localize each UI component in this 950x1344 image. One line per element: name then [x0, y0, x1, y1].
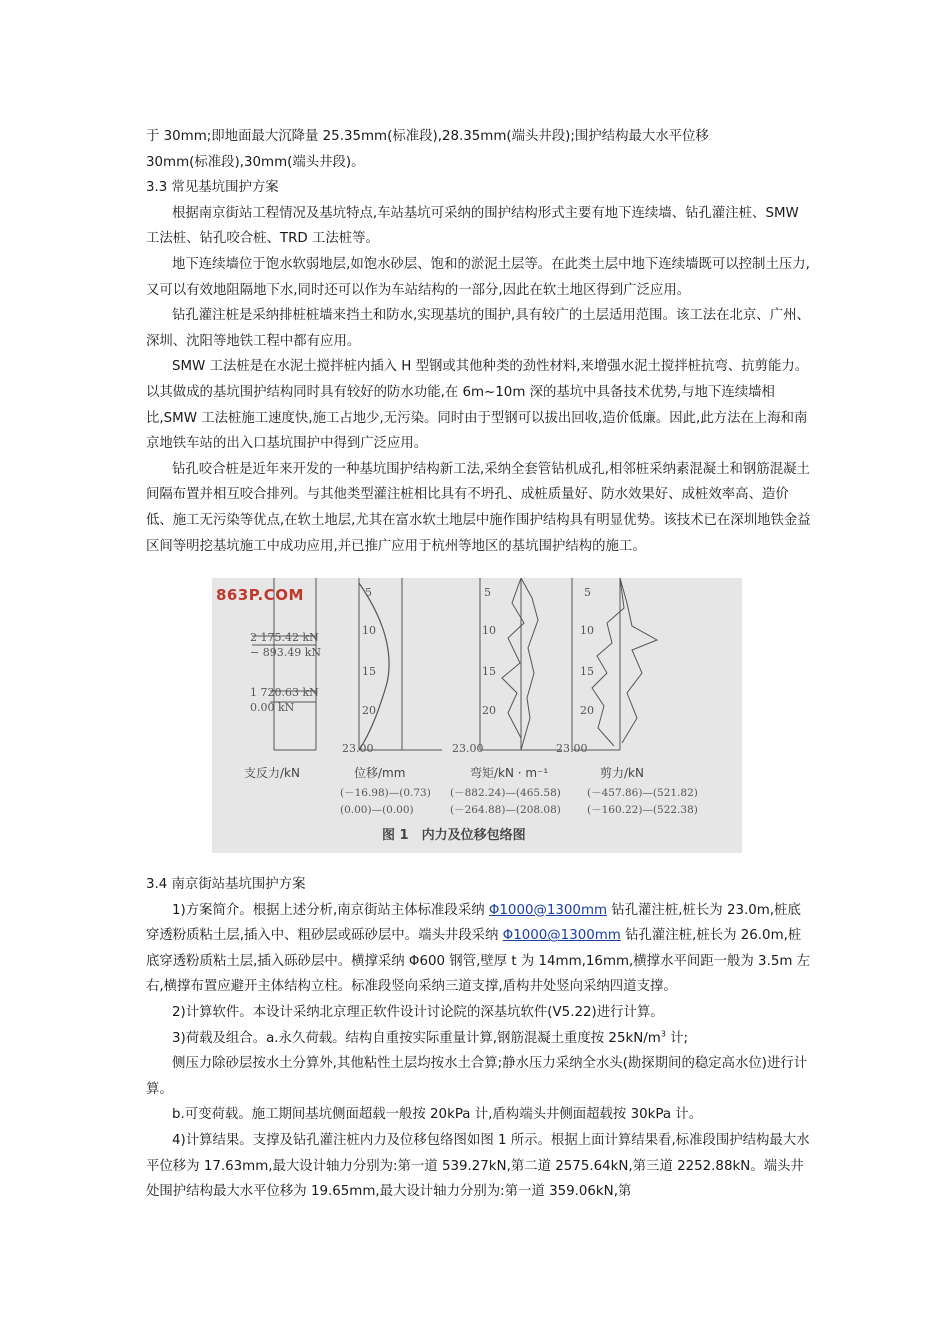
range-line: (－457.86)—(521.82): [587, 787, 698, 799]
watermark-logo: 863P.COM: [216, 586, 304, 604]
panel-label: 支反力/kN: [244, 766, 300, 780]
section-3-4-block: [146, 872, 814, 1205]
depth-tick: 5: [365, 586, 372, 599]
panel-range: [587, 785, 698, 819]
panel-range: [450, 785, 561, 819]
depth-tick: 10: [482, 624, 496, 637]
figure-1-envelope-diagram: [212, 578, 742, 853]
continued-paragraph-line: 于 30mm;即地面最大沉降量 25.35mm(标准段),28.35mm(端头井段);围护结构最大水平位移: [146, 129, 709, 144]
support-force-value: 1 720.63 kN: [250, 686, 319, 699]
depth-tick: 20: [580, 704, 594, 717]
paragraph: 4)计算结果。支撑及钻孔灌注桩内力及位移包络图如图 1 所示。根据上面计算结果看,标准段围护结构最大水平位移为 17.63mm,最大设计轴力分别为:第一道 539.27kN,第二道 2575.64kN,第三道 2252.88kN。端头井处围护结构最大水平位移为 19.65mm,最大设计轴力分别为:第一道 359.06kN,第: [146, 1132, 810, 1200]
support-force-labels: [250, 630, 321, 660]
depth-tick: 20: [362, 704, 376, 717]
depth-tick: 20: [482, 704, 496, 717]
paragraph-loads: [146, 1026, 814, 1052]
paragraph: 钻孔咬合桩是近年来开发的一种基坑围护结构新工法,采纳全套管钻机成孔,相邻桩采纳素混凝土和钢筋混凝土间隔布置并相互咬合排列。与其他类型灌注桩相比具有不坍孔、成桩质量好、防水效果好、成桩效率高、造价低、施工无污染等优点,在软土地层,尤其在富水软土地层中施作围护结构具有明显优势。该技术已在深圳地铁金益区间等明挖基坑施工中成功应用,并已推广应用于杭州等地区的基坑围护结构的施工。: [146, 461, 811, 554]
range-line: (－882.24)—(465.58): [450, 787, 561, 799]
text-run: 3)荷载及组合。a.永久荷载。结构自重按实际重量计算,钢筋混凝土重度按 25kN/m: [172, 1030, 661, 1046]
paragraph: 地下连续墙位于饱水软弱地层,如饱水砂层、饱和的淤泥土层等。在此类土层中地下连续墙既可以控制土压力,又可以有效地阻隔地下水,同时还可以作为车站结构的一部分,因此在软土地区得到广泛应用。: [146, 256, 810, 298]
text-run: 钻孔灌注桩,桩长为 23.0m,桩底穿透粉质粘土层,插入中、粗砂层或砾砂层中。端头井段采纳: [146, 902, 801, 944]
panel-label: 位移/mm: [354, 766, 406, 780]
paragraph: 根据南京街站工程情况及基坑特点,车站基坑可采纳的围护结构形式主要有地下连续墙、钻孔灌注桩、SMW 工法桩、钻孔咬合桩、TRD 工法桩等。: [146, 205, 799, 247]
paragraph: 钻孔灌注桩是采纳排桩桩墙来挡土和防水,实现基坑的围护,具有较广的土层适用范围。该工法在北京、广州、深圳、沈阳等地铁工程中都有应用。: [146, 308, 810, 349]
range-line: (－16.98)—(0.73): [340, 787, 431, 799]
support-force-value: 2 175.42 kN: [250, 631, 319, 644]
depth-bottom: 23.00: [342, 742, 374, 755]
panel-label: 剪力/kN: [600, 766, 644, 780]
paragraph: b.可变荷载。施工期间基坑侧面超载一般按 20kPa 计,盾构端头井侧面超载按 30kPa 计。: [172, 1107, 703, 1123]
text-run: 钻孔灌注桩,桩长为 26.0m,桩底穿透粉质粘土层,插入砾砂层中。横撑采纳 Φ600 钢管,壁厚 t 为 14mm,16mm,横撑水平间距一般为 3.5m 左右,横撑布置应避开主体结构立柱。标准段竖向采纳三道支撑,盾构井处竖向采纳四道支撑。: [146, 928, 811, 995]
depth-tick: 10: [580, 624, 594, 637]
range-line: (－264.88)—(208.08): [450, 804, 561, 816]
paragraph: 侧压力除砂层按水土分算外,其他粘性土层均按水土合算;静水压力采纳全水头(勘探期间的稳定高水位)进行计算。: [146, 1056, 808, 1097]
section-3-3-block: [146, 124, 814, 559]
depth-tick: 15: [482, 665, 496, 678]
panel-range: [340, 785, 431, 819]
section-heading: 3.4 南京街站基坑围护方案: [146, 877, 306, 892]
support-force-value: 0.00 kN: [250, 701, 295, 714]
paragraph: 2)计算软件。本设计采纳北京理正软件设计讨论院的深基坑软件(V5.22)进行计算。: [172, 1004, 664, 1020]
range-line: (－160.22)—(522.38): [587, 804, 698, 816]
paragraph-scheme-intro: [146, 898, 814, 1000]
support-force-labels-lower: [250, 685, 319, 715]
figure-caption: 图 1 内力及位移包络图: [382, 828, 526, 843]
support-force-value: − 893.49 kN: [250, 646, 321, 659]
depth-bottom: 23.00: [556, 742, 588, 755]
depth-tick: 10: [362, 624, 376, 637]
continued-paragraph-line: 30mm(标准段),30mm(端头井段)。: [146, 154, 365, 170]
text-run: 计;: [665, 1030, 689, 1046]
spec-link[interactable]: Φ1000@1300mm: [502, 928, 621, 944]
depth-tick: 15: [362, 665, 376, 678]
depth-tick: 15: [580, 665, 594, 678]
depth-bottom: 23.00: [452, 742, 484, 755]
paragraph: SMW 工法桩是在水泥土搅拌桩内插入 H 型钢或其他种类的劲性材料,来增强水泥土搅拌桩抗弯、抗剪能力。以其做成的基坑围护结构同时具有较好的防水功能,在 6m~10m 深的基坑中具备技术优势,与地下连续墙相比,SMW 工法桩施工速度快,施工占地少,无污染。同时由于型钢可以拔出回收,造价低廉。因此,此方法在上海和南京地铁车站的出入口基坑围护中得到广泛应用。: [146, 359, 809, 452]
text-run: 1)方案简介。根据上述分析,南京街站主体标准段采纳: [172, 902, 489, 918]
superscript: 3: [660, 1029, 666, 1039]
section-heading: 3.3 常见基坑围护方案: [146, 180, 279, 196]
depth-tick: 5: [584, 586, 591, 599]
spec-link[interactable]: Φ1000@1300mm: [488, 902, 608, 918]
depth-tick: 5: [484, 586, 491, 599]
panel-label: 弯矩/kN · m⁻¹: [470, 766, 549, 780]
range-line: (0.00)—(0.00): [340, 804, 414, 816]
